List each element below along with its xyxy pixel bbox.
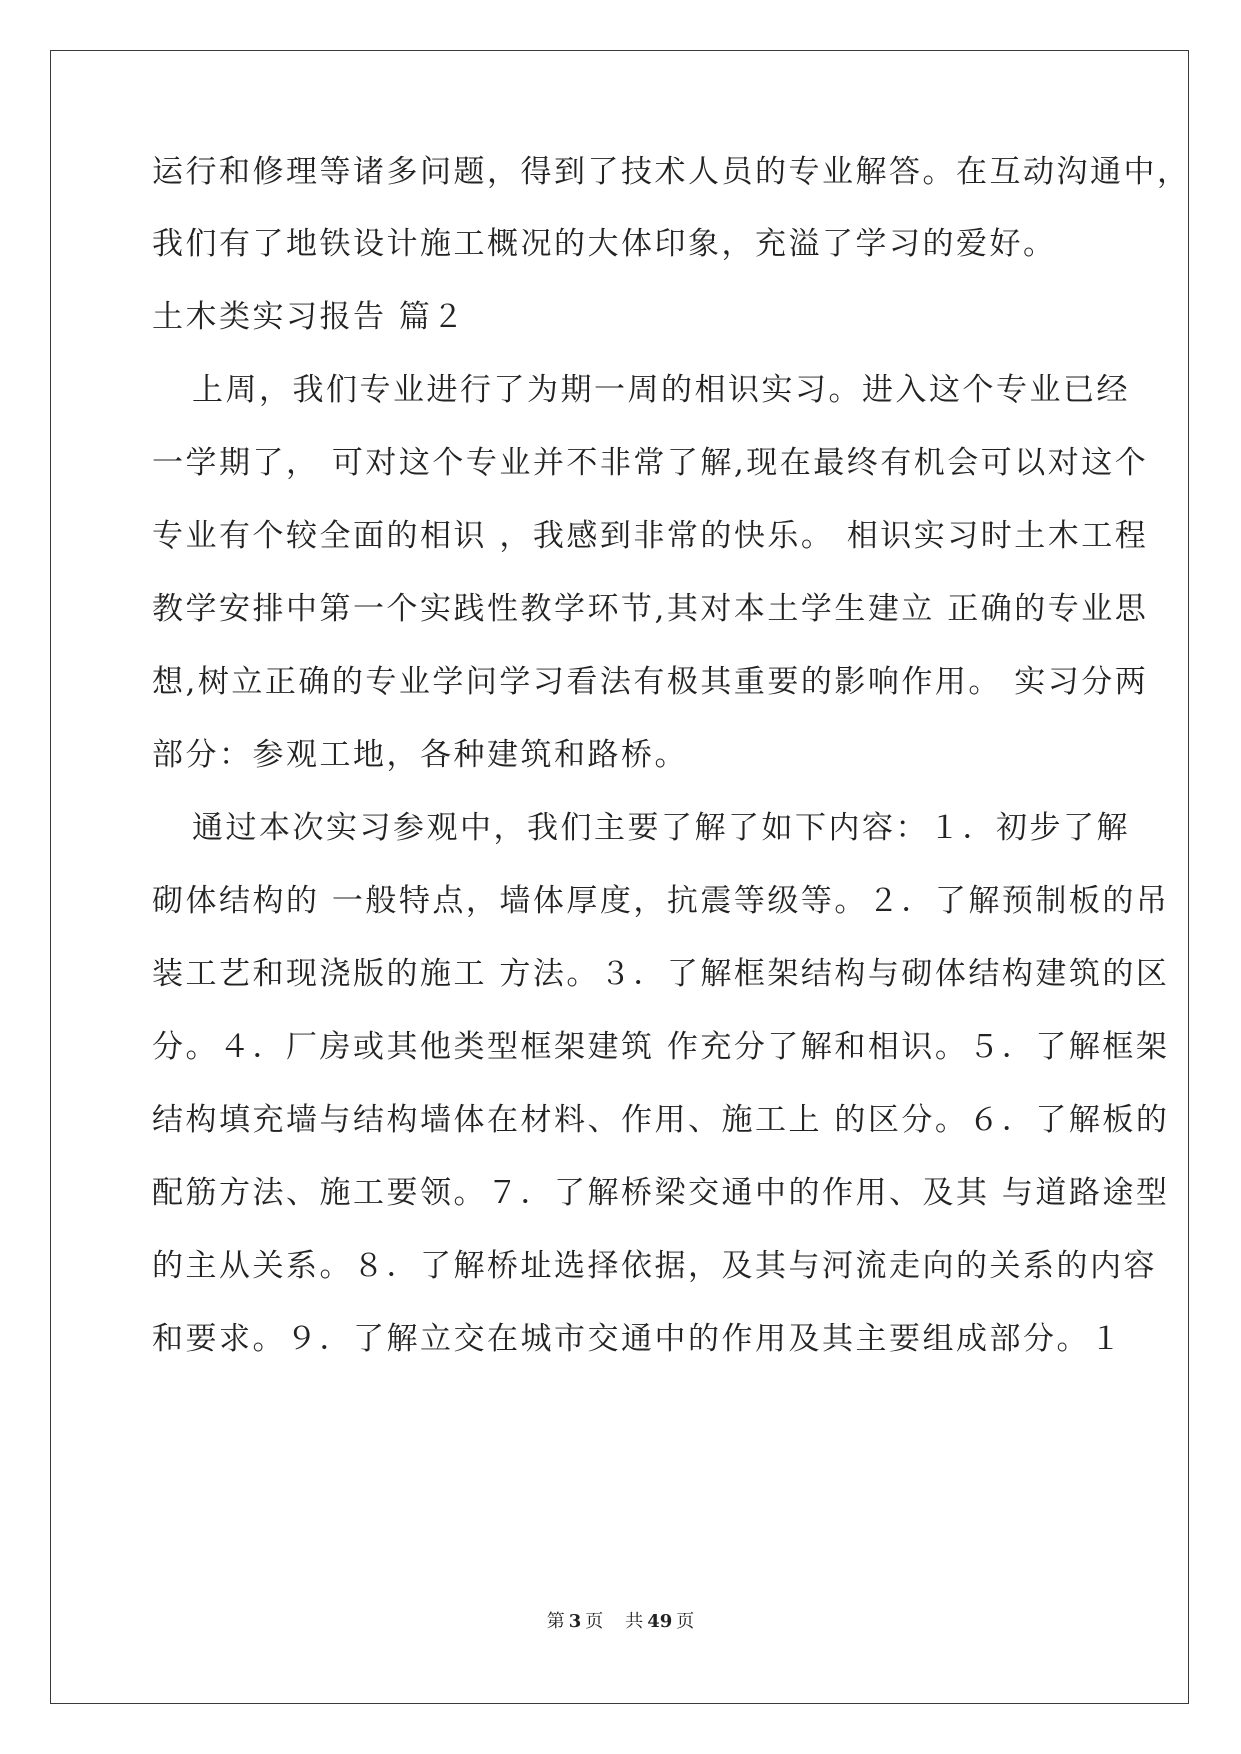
text-line: 分。４．厂房或其他类型框架建筑 作充分了解和相识。５．了解框架 — [152, 1029, 1170, 1065]
page-number: 3 — [568, 1611, 582, 1632]
page-prefix: 第 — [546, 1611, 565, 1632]
text-line: 结构填充墙与结构墙体在材料、作用、施工上 的区分。６．了解板的 — [152, 1102, 1170, 1138]
text-line: 我们有了地铁设计施工概况的大体印象，充溢了学习的爱好。 — [152, 226, 1057, 262]
total-prefix: 共 — [625, 1611, 644, 1632]
text-line: 一学期了， 可对这个专业并不非常了解,现在最终有机会可以对这个 — [152, 445, 1149, 481]
text-line: 运行和修理等诸多问题，得到了技术人员的专业解答。在互动沟通中， — [152, 154, 1191, 190]
text-line: 和要求。９．了解立交在城市交通中的作用及其主要组成部分。１ — [152, 1321, 1124, 1357]
text-line: 砌体结构的 一般特点，墙体厚度，抗震等级等。２．了解预制板的吊 — [152, 883, 1170, 919]
paragraph-first-line: 上周，我们专业进行了为期一周的相识实习。进入这个专业已经 — [192, 372, 1130, 408]
text-line: 部分：参观工地，各种建筑和路桥。 — [152, 737, 688, 773]
text-line: 配筋方法、施工要领。７．了解桥梁交通中的作用、及其 与道路途型 — [152, 1175, 1170, 1211]
page-unit: 页 — [585, 1611, 604, 1632]
text-line: 专业有个较全面的相识 ，我感到非常的快乐。 相识实习时土木工程 — [152, 518, 1149, 554]
total-unit: 页 — [676, 1611, 695, 1632]
total-pages: 49 — [647, 1611, 673, 1632]
section-heading: 土木类实习报告 篇２ — [152, 299, 466, 335]
text-line: 想,树立正确的专业学问学习看法有极其重要的影响作用。 实习分两 — [152, 664, 1149, 700]
page-footer — [0, 1610, 1241, 1634]
paragraph-first-line: 通过本次实习参观中，我们主要了解了如下内容：１．初步了解 — [192, 810, 1130, 846]
text-line: 装工艺和现浇版的施工 方法。３．了解框架结构与砌体结构建筑的区 — [152, 956, 1170, 992]
text-line: 的主从关系。８．了解桥址选择依据，及其与河流走向的关系的内容 — [152, 1248, 1157, 1284]
text-line: 教学安排中第一个实践性教学环节,其对本土学生建立 正确的专业思 — [152, 591, 1149, 627]
